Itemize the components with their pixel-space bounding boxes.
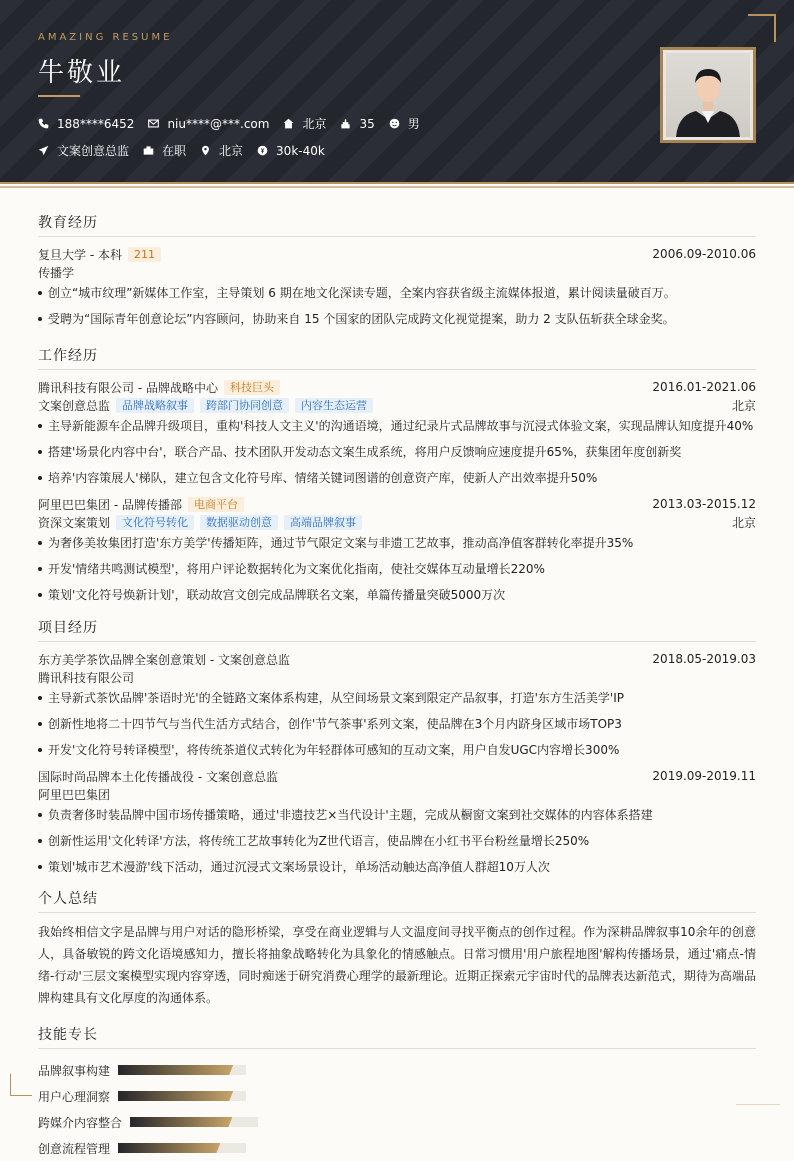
skill-tag: 跨部门协同创意 — [200, 398, 289, 413]
education-section — [38, 212, 756, 336]
salary-text: 30k-40k — [276, 143, 325, 158]
city-info — [283, 115, 326, 132]
phone-info — [38, 117, 134, 131]
phone-icon — [38, 118, 49, 129]
education-period: 2006.09-2010.06 — [652, 247, 756, 261]
project-entry — [38, 767, 756, 876]
education-header — [38, 245, 756, 263]
summary-section — [38, 888, 756, 1009]
project-bullet: 主导新式茶饮品牌'茶语时光'的全链路文案体系构建，从空间场景文案到限定产品叙事，打造'东方生活美学'IP — [38, 689, 756, 707]
corner-ornament — [748, 14, 776, 42]
project-period: 2018.05-2019.03 — [652, 652, 756, 666]
job-period: 2013.03-2015.12 — [652, 497, 756, 511]
project-bullet: 创新性运用'文化转译'方法，将传统工艺故事转化为Z世代语言，使品牌在小红书平台粉丝量增长250% — [38, 832, 756, 850]
footer-rule — [736, 1104, 780, 1105]
job-header — [38, 495, 756, 513]
job-role: 文案创意总监 — [38, 398, 111, 413]
project-company-line — [38, 668, 756, 686]
job-bullet: 主导新能源车企品牌升级项目，重构'科技人文主义'的沟通语境，通过纪录片式品牌故事与沉浸式体验文案，实现品牌认知度提升40% — [38, 417, 756, 435]
gender-text: 男 — [407, 117, 420, 131]
skill-tag: 内容生态运营 — [295, 398, 373, 413]
job-location: 北京 — [731, 398, 756, 413]
education-bullet: 创立“城市纹理”新媒体工作室，主导策划 6 期在地文化深读专题，全案内容获省级主流媒体报道，累计阅读量破百万。 — [38, 284, 756, 302]
age-info — [340, 117, 374, 131]
resume-header — [0, 0, 794, 184]
company-name: 腾讯科技有限公司 - 品牌战略中心 — [38, 380, 218, 395]
skill-item — [38, 1057, 399, 1083]
mail-icon — [148, 118, 159, 129]
skill-bar-fill — [118, 1065, 233, 1075]
target-position-info — [38, 142, 129, 159]
job-role-line — [38, 513, 756, 531]
skill-tag: 高端品牌叙事 — [284, 515, 362, 530]
skill-bar — [130, 1117, 258, 1127]
job-header — [38, 378, 756, 396]
major-line — [38, 263, 756, 281]
location-pin-icon — [200, 145, 211, 156]
contact-row — [38, 115, 434, 132]
skill-name: 用户心理洞察 — [38, 1089, 111, 1104]
status-text: 在职 — [162, 144, 187, 158]
profile-photo — [660, 47, 756, 143]
skill-item — [38, 1135, 399, 1161]
job-bullet: 开发'情绪共鸣测试模型'，将用户评论数据转化为文案优化指南，使社交媒体互动量增长220% — [38, 560, 756, 578]
brand-label: AMAZING RESUME — [38, 32, 173, 43]
skill-name: 跨媒介内容整合 — [38, 1115, 123, 1130]
project-bullet: 开发'文化符号转译模型'，将传统茶道仪式转化为年轻群体可感知的互动文案，用户自发UGC内容增长300% — [38, 741, 756, 759]
job-entry — [38, 378, 756, 487]
skill-bar — [118, 1143, 246, 1153]
skill-bar-fill — [118, 1143, 220, 1153]
project-period: 2019.09-2019.11 — [652, 769, 756, 783]
job-bullet: 为奢侈美妆集团打造'东方美学'传播矩阵，通过节气限定文案与非遗工艺故事，推动高净值客群转化率提升35% — [38, 534, 756, 552]
salary-info — [257, 144, 325, 158]
gender-info — [389, 115, 420, 132]
email-text: niu****@***.com — [167, 116, 270, 131]
projects-title: 项目经历 — [38, 617, 756, 642]
phone-text: 188****6452 — [57, 116, 135, 131]
project-company: 腾讯科技有限公司 — [38, 670, 135, 685]
send-icon — [38, 145, 49, 156]
skill-name: 创意流程管理 — [38, 1141, 111, 1156]
job-entry — [38, 495, 756, 604]
job-bullet: 搭建'场景化内容中台'，联合产品、技术团队开发动态文案生成系统，将用户反馈响应速度提升65%，获集团年度创新奖 — [38, 443, 756, 461]
project-bullet: 负责奢侈时装品牌中国市场传播策略，通过'非遗技艺×当代设计'主题，完成从橱窗文案到社交媒体的内容体系搭建 — [38, 806, 756, 824]
money-icon — [257, 145, 268, 156]
person-portrait-icon — [666, 53, 750, 137]
skills-title: 技能专长 — [38, 1024, 756, 1049]
target-position-text: 文案创意总监 — [57, 144, 130, 158]
age-text: 35 — [359, 116, 375, 131]
education-title: 教育经历 — [38, 212, 756, 237]
skill-item — [38, 1109, 399, 1135]
projects-section — [38, 617, 756, 884]
skill-tag: 品牌战略叙事 — [116, 398, 194, 413]
candidate-name: 牛敬业 — [38, 58, 126, 88]
education-bullet: 受聘为“国际青年创意论坛”内容顾问，协助来自 15 个国家的团队完成跨文化视觉提案，助力 2 支队伍斩获全球金奖。 — [38, 310, 756, 328]
skills-section — [38, 1024, 756, 1161]
project-company: 阿里巴巴集团 — [38, 787, 111, 802]
skill-bar — [118, 1091, 246, 1101]
company-tag: 科技巨头 — [224, 380, 280, 395]
school-name: 复旦大学 - 本科 — [38, 247, 122, 262]
target-city-info — [200, 142, 243, 159]
status-info — [143, 142, 186, 159]
summary-title: 个人总结 — [38, 888, 756, 913]
target-city-text: 北京 — [219, 144, 244, 158]
skill-name: 品牌叙事构建 — [38, 1063, 111, 1078]
project-name: 东方美学茶饮品牌全案创意策划 - 文案创意总监 — [38, 652, 290, 667]
project-entry — [38, 650, 756, 759]
project-company-line — [38, 785, 756, 803]
job-bullet: 策划'文化符号焕新计划'，联动故宫文创完成品牌联名文案，单篇传播量突破5000万次 — [38, 586, 756, 604]
project-bullet: 策划'城市艺术漫游'线下活动，通过沉浸式文案场景设计，单场活动触达高净值人群超10万人次 — [38, 858, 756, 876]
project-name: 国际时尚品牌本土化传播战役 - 文案创意总监 — [38, 769, 278, 784]
summary-text: 我始终相信文字是品牌与用户对话的隐形桥梁，享受在商业逻辑与人文温度间寻找平衡点的创作过程。作为深耕品牌叙事10余年的创意人，具备敏锐的跨文化语境感知力，擅长将抽象战略转化为具象化的情感触点。日常习惯用'用户旅程地图'解构传播场景，通过'痛点-情绪-行动'三层文案模型实现内容穿透，同时痴迷于研究消费心理学的最新理论。近期正探索元宇宙时代的品牌表达新范式，期待为高端品牌构建具有文化厚度的沟通体系。 — [38, 925, 756, 1005]
company-name: 阿里巴巴集团 - 品牌传播部 — [38, 497, 182, 512]
skill-bar-fill — [118, 1091, 233, 1101]
email-info — [148, 117, 269, 131]
briefcase-icon — [143, 145, 154, 156]
corner-ornament-bottom — [10, 1074, 32, 1096]
cake-icon — [340, 118, 351, 129]
job-role: 资深文案策划 — [38, 515, 111, 530]
job-role-line — [38, 396, 756, 414]
job-location: 北京 — [731, 515, 756, 530]
company-tag: 电商平台 — [188, 497, 244, 512]
major: 传播学 — [38, 265, 75, 280]
work-section — [38, 345, 756, 612]
job-period: 2016.01-2021.06 — [652, 380, 756, 394]
skill-tag: 数据驱动创意 — [200, 515, 278, 530]
project-header — [38, 650, 756, 668]
skill-item — [38, 1083, 399, 1109]
work-title: 工作经历 — [38, 345, 756, 370]
job-intent-row — [38, 142, 339, 159]
skill-bar — [118, 1065, 246, 1075]
skills-list — [38, 1057, 756, 1161]
school-tag: 211 — [128, 247, 161, 262]
name-underline — [38, 95, 80, 97]
project-bullet: 创新性地将二十四节气与当代生活方式结合，创作'节气茶事'系列文案，使品牌在3个月内跻身区域市场TOP3 — [38, 715, 756, 733]
home-icon — [283, 118, 294, 129]
project-header — [38, 767, 756, 785]
job-bullet: 培养'内容策展人'梯队，建立包含文化符号库、情绪关键词图谱的创意资产库，使新人产出效率提升50% — [38, 469, 756, 487]
city-text: 北京 — [302, 117, 327, 131]
skill-tag: 文化符号转化 — [116, 515, 194, 530]
avatar — [666, 53, 750, 137]
smiley-icon — [389, 118, 400, 129]
skill-bar-fill — [130, 1117, 232, 1127]
